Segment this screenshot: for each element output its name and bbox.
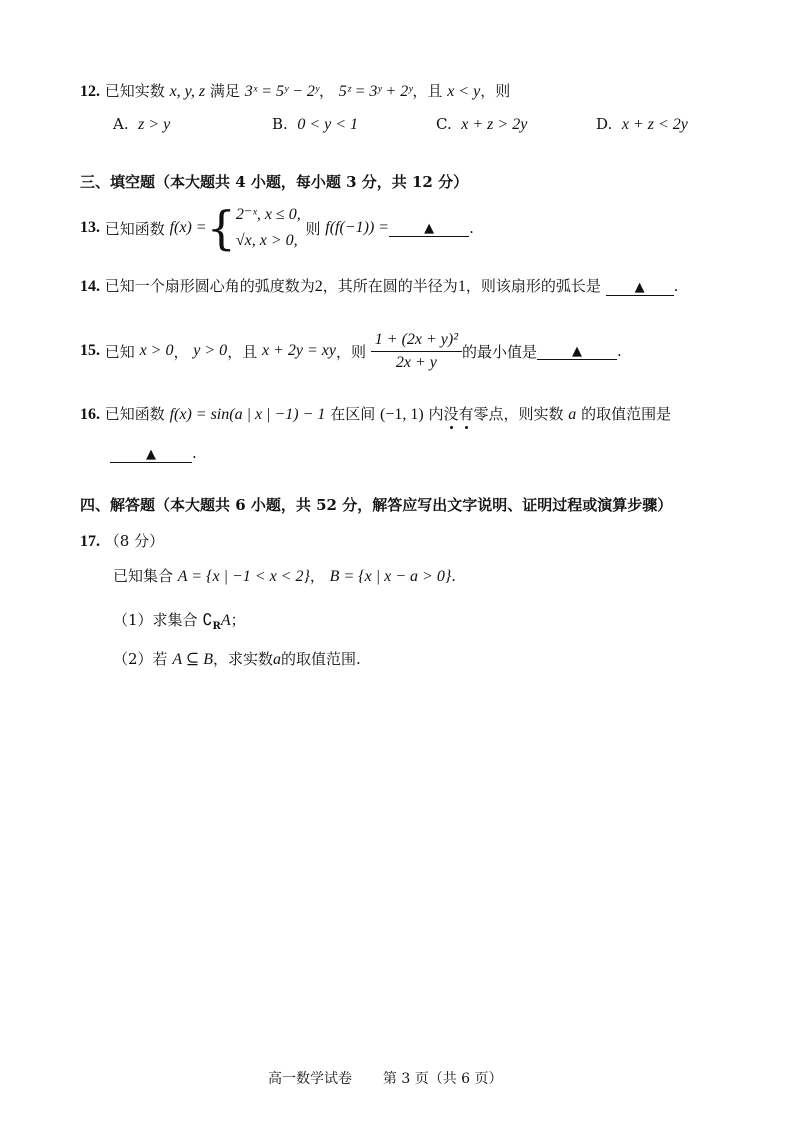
option-expr: z > y <box>138 116 171 133</box>
question-text: 的取值范围是 <box>581 405 672 423</box>
numerator: 1 + (2x + y)² <box>371 331 462 352</box>
question-text: 已知 <box>104 342 135 361</box>
question-number: 16. <box>80 406 100 423</box>
period: . <box>451 567 457 585</box>
answer-blank[interactable] <box>606 279 674 296</box>
emphasis-char: 没 <box>443 405 459 423</box>
part-label: （1）求集合 <box>113 611 198 629</box>
question-text: ，且 <box>227 342 258 361</box>
page-number: 第 3 页（共 6 页） <box>382 1071 503 1087</box>
complement-subscript: R <box>212 621 221 632</box>
complement-symbol: ∁ <box>202 612 213 629</box>
question-16-answer <box>110 444 197 463</box>
question-text: 满足 <box>209 82 240 100</box>
period: . <box>469 219 474 237</box>
equation-1: 3ˣ = 5ʸ − 2ʸ <box>244 83 319 100</box>
question-text: 已知实数 <box>104 82 165 100</box>
option-label: C. <box>436 115 452 133</box>
question-15 <box>80 326 622 376</box>
separator: ， <box>318 82 334 100</box>
set-a: A = {x | −1 < x < 2} <box>177 568 310 585</box>
question-17-stem <box>113 565 456 586</box>
option-a <box>113 115 170 134</box>
question-text: 已知集合 <box>113 567 174 585</box>
option-label: D. <box>596 115 613 133</box>
period: . <box>673 277 679 295</box>
question-number: 12. <box>80 83 100 100</box>
condition-1: x > 0 <box>139 342 174 359</box>
triangle-icon: ▲ <box>634 280 645 295</box>
value-radius: 1 <box>457 278 466 295</box>
option-expr: x + z < 2y <box>621 116 688 133</box>
denominator: 2x + y <box>395 353 437 371</box>
math-vars: x, y, z <box>169 83 206 100</box>
question-text: 已知一个扇形圆心角的弧度数为 <box>104 277 315 295</box>
question-13 <box>80 197 474 259</box>
question-16 <box>80 403 671 424</box>
question-17 <box>80 530 164 551</box>
condition: x < y <box>447 83 481 100</box>
question-12 <box>80 80 510 101</box>
set-a: A <box>220 612 231 629</box>
separator: ， <box>173 342 189 361</box>
question-text: 已知函数 <box>104 219 165 238</box>
variable-a: a <box>568 406 577 423</box>
question-text: ，求实数 <box>213 650 274 668</box>
part-label: （2）若 <box>113 650 168 668</box>
section-3-title: 三、填空题（本大题共 4 小题，每小题 3 分，共 12 分） <box>80 173 469 191</box>
question-text: ，则该扇形的弧长是 <box>465 277 601 295</box>
period: . <box>192 444 197 462</box>
function-def: f(x) = sin(a | x | −1) − 1 <box>169 406 326 423</box>
set-b: B = {x | x − a > 0} <box>329 568 452 585</box>
option-label: B. <box>272 115 288 133</box>
question-text: 零点，则实数 <box>473 405 564 423</box>
triangle-icon: ▲ <box>146 447 156 462</box>
question-17-part-2 <box>113 648 361 669</box>
expression: f(f(−1)) = <box>325 219 390 236</box>
question-text: ，且 <box>412 82 443 100</box>
triangle-icon: ▲ <box>572 343 583 359</box>
answer-blank[interactable] <box>110 446 192 463</box>
value-angle: 2 <box>314 278 323 295</box>
subset-expr: A ⊆ B <box>172 651 213 668</box>
option-label: A. <box>113 115 129 133</box>
question-number: 13. <box>80 219 100 236</box>
question-score: （8 分） <box>104 532 165 550</box>
case-1: 2⁻ˣ, x ≤ 0, <box>235 206 301 223</box>
answer-blank[interactable] <box>389 220 469 237</box>
option-b <box>272 115 358 134</box>
option-expr: x + z > 2y <box>461 116 528 133</box>
variable-a: a <box>273 651 282 668</box>
question-text: 则 <box>305 219 321 238</box>
separator: ， <box>309 567 325 585</box>
punctuation: ； <box>230 611 246 629</box>
footer-title: 高一数学试卷 <box>268 1071 352 1087</box>
question-text: ，则 <box>480 82 511 100</box>
question-number: 14. <box>80 278 100 295</box>
period: . <box>617 342 622 360</box>
equation-2: 5ᶻ = 3ʸ + 2ʸ <box>338 83 413 100</box>
condition-2: y > 0 <box>193 342 228 359</box>
answer-blank[interactable] <box>537 343 617 360</box>
emphasis-char: 有 <box>458 405 474 423</box>
question-number: 15. <box>80 342 100 359</box>
question-14 <box>80 275 678 296</box>
brace-icon: { <box>206 201 236 255</box>
question-text: 内 <box>428 405 444 423</box>
case-2: √x, x > 0, <box>235 232 298 249</box>
option-expr: 0 < y < 1 <box>297 116 359 133</box>
question-text: 在区间 <box>330 405 376 423</box>
question-17-part-1 <box>113 609 246 632</box>
question-text: ，则 <box>335 342 366 361</box>
triangle-icon: ▲ <box>424 220 435 236</box>
fraction <box>371 331 462 372</box>
interval: (−1, 1) <box>379 406 424 423</box>
piecewise-cases <box>236 202 301 254</box>
question-number: 17. <box>80 533 100 550</box>
section-4-title: 四、解答题（本大题共 6 小题，共 52 分，解答应写出文字说明、证明过程或演算步骤） <box>80 496 673 514</box>
question-text: ，其所在圆的半径为 <box>322 277 458 295</box>
page-footer <box>268 1068 503 1088</box>
condition-3: x + 2y = xy <box>261 342 336 359</box>
question-text: 的取值范围. <box>281 650 361 668</box>
function-name: f(x) = <box>169 219 207 236</box>
option-d <box>596 115 688 134</box>
question-text: 的最小值是 <box>462 342 538 361</box>
option-c <box>436 115 527 134</box>
question-text: 已知函数 <box>104 405 165 423</box>
